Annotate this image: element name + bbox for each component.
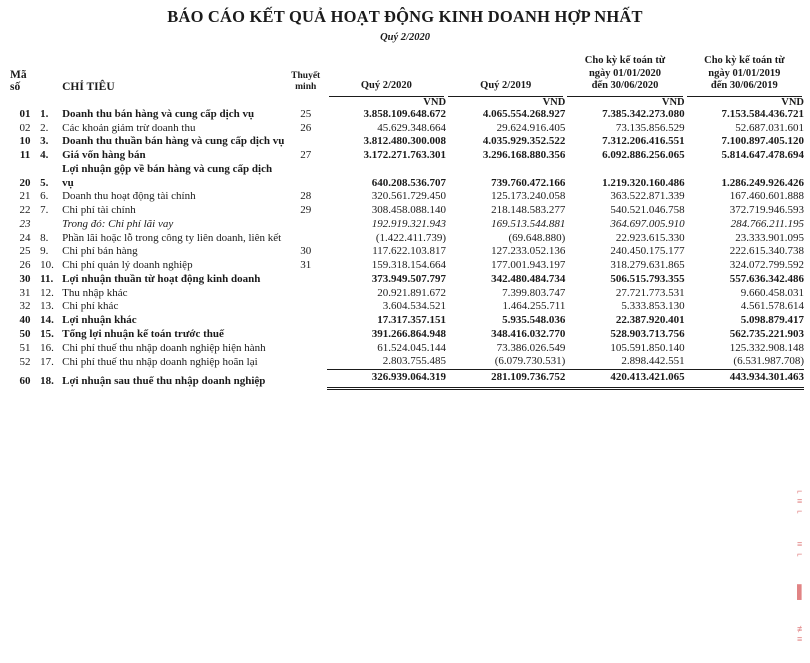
row-label: Doanh thu hoạt động tài chính bbox=[62, 190, 196, 203]
row-value-2: 528.903.713.756 bbox=[610, 327, 685, 340]
table-row bbox=[10, 108, 804, 122]
row-value-2: 240.450.175.177 bbox=[610, 245, 685, 258]
row-value-2: 1.219.320.160.486 bbox=[602, 176, 685, 189]
row-value-3: 284.766.211.195 bbox=[730, 217, 804, 230]
row-value-0: 3.172.271.763.301 bbox=[363, 149, 447, 162]
row-value-2: 2.898.442.551 bbox=[621, 355, 685, 368]
row-code: 22 bbox=[19, 204, 31, 217]
row-label: Chi phí bán hàng bbox=[62, 245, 138, 258]
row-value-1: 73.386.026.549 bbox=[496, 341, 566, 354]
currency-2: VND bbox=[661, 96, 685, 108]
row-number: 4. bbox=[40, 149, 49, 162]
row-number: 16. bbox=[40, 341, 54, 354]
row-number: 15. bbox=[40, 327, 54, 340]
row-number: 18. bbox=[40, 374, 54, 387]
page-subtitle: Quý 2/2020 bbox=[380, 32, 430, 43]
table-row bbox=[10, 287, 804, 301]
header-col-2-line-0: Cho kỳ kế toán từ bbox=[584, 55, 666, 66]
row-value-1: 4.065.554.268.927 bbox=[482, 107, 566, 120]
row-value-0: 320.561.729.450 bbox=[371, 190, 447, 203]
row-label: Chi phí tài chính bbox=[62, 204, 136, 217]
row-label: Chi phí quản lý doanh nghiệp bbox=[62, 259, 193, 272]
row-value-3: 5.098.879.417 bbox=[740, 314, 804, 327]
row-value-0: 3.812.480.300.008 bbox=[363, 135, 447, 148]
row-value-1: 4.035.929.352.522 bbox=[482, 135, 566, 148]
row-code: 21 bbox=[19, 190, 31, 203]
row-note: 27 bbox=[300, 149, 312, 162]
row-number: 17. bbox=[40, 355, 54, 368]
row-code: 24 bbox=[19, 231, 31, 244]
row-note bbox=[285, 273, 327, 287]
row-value-2: 420.413.421.065 bbox=[565, 370, 684, 389]
currency-row bbox=[10, 97, 804, 108]
row-number: 11. bbox=[40, 272, 54, 285]
table-row bbox=[10, 328, 804, 342]
row-label: Chi phí thuế thu nhập doanh nghiệp hoãn lại bbox=[62, 356, 258, 369]
row-value-2: 506.515.793.355 bbox=[610, 272, 685, 285]
row-value-0: 326.939.064.319 bbox=[327, 370, 446, 389]
row-note: 30 bbox=[300, 245, 312, 258]
table-row bbox=[10, 190, 804, 204]
row-number: 2. bbox=[40, 121, 49, 134]
row-code: 50 bbox=[19, 327, 31, 340]
row-value-0: 61.524.045.144 bbox=[377, 341, 447, 354]
row-value-0: 117.622.103.817 bbox=[372, 245, 447, 258]
row-value-1: 7.399.803.747 bbox=[502, 286, 566, 299]
table-header-row bbox=[10, 55, 804, 93]
row-value-3: 324.072.799.592 bbox=[729, 259, 804, 272]
row-value-3: 167.460.601.888 bbox=[729, 190, 804, 203]
row-label: Các khoản giảm trừ doanh thu bbox=[62, 121, 196, 134]
row-label: Giá vốn hàng bán bbox=[62, 149, 146, 162]
row-value-1: 342.480.484.734 bbox=[491, 272, 566, 285]
row-note: 31 bbox=[300, 259, 312, 272]
row-value-3: 52.687.031.601 bbox=[735, 121, 804, 134]
table-row bbox=[10, 232, 804, 246]
row-value-0: 640.208.536.707 bbox=[371, 176, 447, 189]
row-value-2: 363.522.871.339 bbox=[610, 190, 685, 203]
scan-bleed-marks: ⌐ ≡ ⌐ bbox=[797, 486, 802, 516]
table-row bbox=[10, 204, 804, 218]
header-indicator: CHỈ TIÊU bbox=[62, 80, 115, 93]
row-value-3: 7.153.584.436.721 bbox=[721, 107, 804, 120]
row-note bbox=[285, 342, 327, 356]
row-value-2: 7.312.206.416.551 bbox=[602, 135, 685, 148]
currency-3: VND bbox=[781, 96, 804, 108]
row-code: 02 bbox=[19, 121, 31, 134]
header-code-line1: Mã bbox=[10, 68, 27, 81]
row-number: 12. bbox=[40, 286, 54, 299]
row-value-3: 222.615.340.738 bbox=[729, 245, 804, 258]
row-value-1: 169.513.544.881 bbox=[491, 217, 566, 230]
row-value-2: 73.135.856.529 bbox=[615, 121, 685, 134]
row-code: 11 bbox=[19, 149, 31, 162]
row-value-3: 372.719.946.593 bbox=[729, 204, 804, 217]
row-code: 25 bbox=[19, 245, 31, 258]
row-number: 13. bbox=[40, 300, 54, 313]
row-value-2: 22.387.920.401 bbox=[615, 314, 685, 327]
row-code: 26 bbox=[19, 259, 31, 272]
table-row bbox=[10, 314, 804, 328]
table-row bbox=[10, 259, 804, 273]
row-value-1: 29.624.916.405 bbox=[496, 121, 566, 134]
table-row bbox=[10, 218, 804, 232]
row-value-1: 125.173.240.058 bbox=[491, 190, 566, 203]
row-label: Doanh thu thuần bán hàng và cung cấp dịch vụ bbox=[62, 135, 285, 148]
row-code: 60 bbox=[19, 374, 31, 387]
row-number: 9. bbox=[40, 245, 49, 258]
scan-bleed-marks-2: ≡ ⌐ bbox=[797, 539, 802, 559]
row-value-1: 739.760.472.166 bbox=[491, 176, 566, 189]
header-code bbox=[10, 55, 40, 93]
header-col-1-line-0: Quý 2/2019 bbox=[480, 80, 532, 92]
row-value-0: 373.949.507.797 bbox=[371, 272, 447, 285]
row-value-3: 23.333.901.095 bbox=[735, 231, 804, 244]
table-row bbox=[10, 355, 804, 369]
row-number: 6. bbox=[40, 190, 49, 203]
header-note-line2: minh bbox=[295, 81, 317, 92]
row-label: Tổng lợi nhuận kế toán trước thuế bbox=[62, 327, 224, 340]
row-label: Lợi nhuận thuần từ hoạt động kinh doanh bbox=[62, 272, 261, 285]
row-note bbox=[285, 287, 327, 301]
row-note: 28 bbox=[300, 190, 312, 203]
row-number bbox=[40, 218, 62, 232]
header-col-0 bbox=[327, 55, 446, 93]
row-label: Lợi nhuận sau thuế thu nhập doanh nghiệp bbox=[62, 374, 266, 387]
row-value-0: 3.858.109.648.672 bbox=[363, 107, 447, 120]
row-value-1: 127.233.052.136 bbox=[491, 245, 566, 258]
row-code: 20 bbox=[19, 176, 31, 189]
income-statement-table bbox=[10, 55, 804, 390]
row-note bbox=[285, 328, 327, 342]
row-note bbox=[285, 232, 327, 246]
row-code: 32 bbox=[19, 300, 31, 313]
scan-bleed-marks-3: ▌ bbox=[797, 584, 806, 599]
row-value-2: 105.591.850.140 bbox=[610, 341, 685, 354]
row-value-1: 348.416.032.770 bbox=[491, 327, 566, 340]
table-row bbox=[10, 342, 804, 356]
row-value-2: 6.092.886.256.065 bbox=[602, 149, 685, 162]
row-note bbox=[285, 218, 327, 232]
row-value-3: 7.100.897.405.120 bbox=[721, 135, 804, 148]
table-row bbox=[10, 163, 804, 191]
row-value-0: 391.266.864.948 bbox=[371, 327, 447, 340]
row-label: Lợi nhuận khác bbox=[62, 314, 137, 327]
row-value-1: 5.935.548.036 bbox=[502, 314, 566, 327]
row-number: 8. bbox=[40, 231, 49, 244]
row-label: Chi phí khác bbox=[62, 300, 119, 313]
row-value-2: 364.697.005.910 bbox=[610, 217, 685, 230]
row-value-2: 27.721.773.531 bbox=[615, 286, 685, 299]
currency-1: VND bbox=[542, 96, 566, 108]
row-value-3: 125.332.908.148 bbox=[729, 341, 804, 354]
row-label: Doanh thu bán hàng và cung cấp dịch vụ bbox=[62, 108, 255, 121]
row-value-3: 5.814.647.478.694 bbox=[721, 149, 804, 162]
row-number: 3. bbox=[40, 135, 49, 148]
header-note bbox=[285, 55, 327, 93]
header-col-3 bbox=[685, 55, 804, 93]
row-value-3: 557.636.342.486 bbox=[729, 272, 804, 285]
row-number: 7. bbox=[40, 204, 49, 217]
row-value-2: 7.385.342.273.080 bbox=[602, 107, 685, 120]
row-code: 51 bbox=[19, 341, 31, 354]
header-col-2 bbox=[565, 55, 684, 93]
row-code: 31 bbox=[19, 286, 31, 299]
row-value-3: 562.735.221.903 bbox=[729, 327, 804, 340]
row-value-3: 4.561.578.614 bbox=[740, 300, 804, 313]
row-label: Lợi nhuận gộp về bán hàng và cung cấp dịch vụ bbox=[62, 162, 273, 189]
row-note bbox=[285, 370, 327, 389]
row-value-1: 218.148.583.277 bbox=[491, 204, 566, 217]
row-note bbox=[285, 135, 327, 149]
row-value-0: 192.919.321.943 bbox=[371, 217, 447, 230]
row-value-2: 318.279.631.865 bbox=[610, 259, 685, 272]
row-code: 10 bbox=[19, 135, 31, 148]
row-value-0: 17.317.357.151 bbox=[377, 314, 447, 327]
row-label: Trong đó: Chi phí lãi vay bbox=[62, 217, 174, 230]
row-note: 26 bbox=[300, 121, 312, 134]
header-col-3-line-2: đến 30/06/2019 bbox=[710, 80, 778, 92]
row-value-0: 308.458.088.140 bbox=[371, 204, 447, 217]
row-number: 5. bbox=[40, 176, 49, 189]
row-code: 30 bbox=[19, 272, 31, 285]
row-note: 25 bbox=[300, 107, 312, 120]
row-value-1: 177.001.943.197 bbox=[491, 259, 566, 272]
row-value-3: 9.660.458.031 bbox=[740, 286, 804, 299]
row-number: 10. bbox=[40, 259, 54, 272]
row-value-0: 159.318.154.664 bbox=[371, 259, 447, 272]
row-code: 23 bbox=[19, 217, 31, 230]
table-row bbox=[10, 245, 804, 259]
row-number: 14. bbox=[40, 314, 54, 327]
row-code: 01 bbox=[19, 107, 31, 120]
header-col-2-line-2: đến 30/06/2020 bbox=[591, 80, 659, 92]
row-note bbox=[285, 355, 327, 369]
row-value-3: (6.531.987.708) bbox=[733, 355, 804, 368]
title-block bbox=[0, 0, 810, 43]
table-row bbox=[10, 273, 804, 287]
header-note-line1: Thuyết bbox=[291, 70, 321, 81]
table-row bbox=[10, 300, 804, 314]
row-value-3: 1.286.249.926.426 bbox=[721, 176, 804, 189]
row-value-0: 45.629.348.664 bbox=[377, 121, 447, 134]
row-value-1: (69.648.880) bbox=[508, 231, 566, 244]
table-row bbox=[10, 149, 804, 163]
row-value-3: 443.934.301.463 bbox=[685, 370, 804, 389]
scan-bleed-marks-4: ≢ ≡ bbox=[797, 624, 805, 644]
row-label: Phần lãi hoặc lỗ trong công ty liên doanh, liên kết bbox=[62, 231, 282, 244]
row-value-0: 3.604.534.521 bbox=[382, 300, 447, 313]
row-value-2: 5.333.853.130 bbox=[621, 300, 685, 313]
row-note: 29 bbox=[300, 204, 312, 217]
row-value-2: 22.923.615.330 bbox=[615, 231, 685, 244]
row-value-1: 281.109.736.752 bbox=[446, 370, 565, 389]
row-value-1: 3.296.168.880.356 bbox=[482, 149, 566, 162]
row-value-0: (1.422.411.739) bbox=[375, 231, 447, 244]
header-col-0-line-0: Quý 2/2020 bbox=[360, 80, 412, 92]
table-row bbox=[10, 370, 804, 389]
header-code-line2: số bbox=[10, 80, 21, 93]
row-code: 52 bbox=[19, 355, 31, 368]
row-note bbox=[285, 163, 327, 191]
header-col-1 bbox=[446, 55, 565, 93]
table-row bbox=[10, 122, 804, 136]
page-title: BÁO CÁO KẾT QUẢ HOẠT ĐỘNG KINH DOANH HỢP NHẤT bbox=[167, 7, 643, 26]
table-row bbox=[10, 135, 804, 149]
row-note bbox=[285, 314, 327, 328]
row-value-1: 1.464.255.711 bbox=[502, 300, 566, 313]
row-label: Chi phí thuế thu nhập doanh nghiệp hiện hành bbox=[62, 342, 266, 355]
header-col-2-line-1: ngày 01/01/2020 bbox=[588, 67, 662, 79]
currency-0: VND bbox=[423, 96, 447, 108]
row-note bbox=[285, 300, 327, 314]
row-code: 40 bbox=[19, 314, 31, 327]
row-value-2: 540.521.046.758 bbox=[610, 204, 685, 217]
row-value-1: (6.079.730.531) bbox=[494, 355, 566, 368]
header-col-3-line-0: Cho kỳ kế toán từ bbox=[704, 55, 785, 66]
row-number: 1. bbox=[40, 107, 49, 120]
row-label: Thu nhập khác bbox=[62, 286, 128, 299]
row-value-0: 2.803.755.485 bbox=[382, 355, 447, 368]
row-value-0: 20.921.891.672 bbox=[377, 286, 447, 299]
header-col-3-line-1: ngày 01/01/2019 bbox=[708, 67, 781, 79]
